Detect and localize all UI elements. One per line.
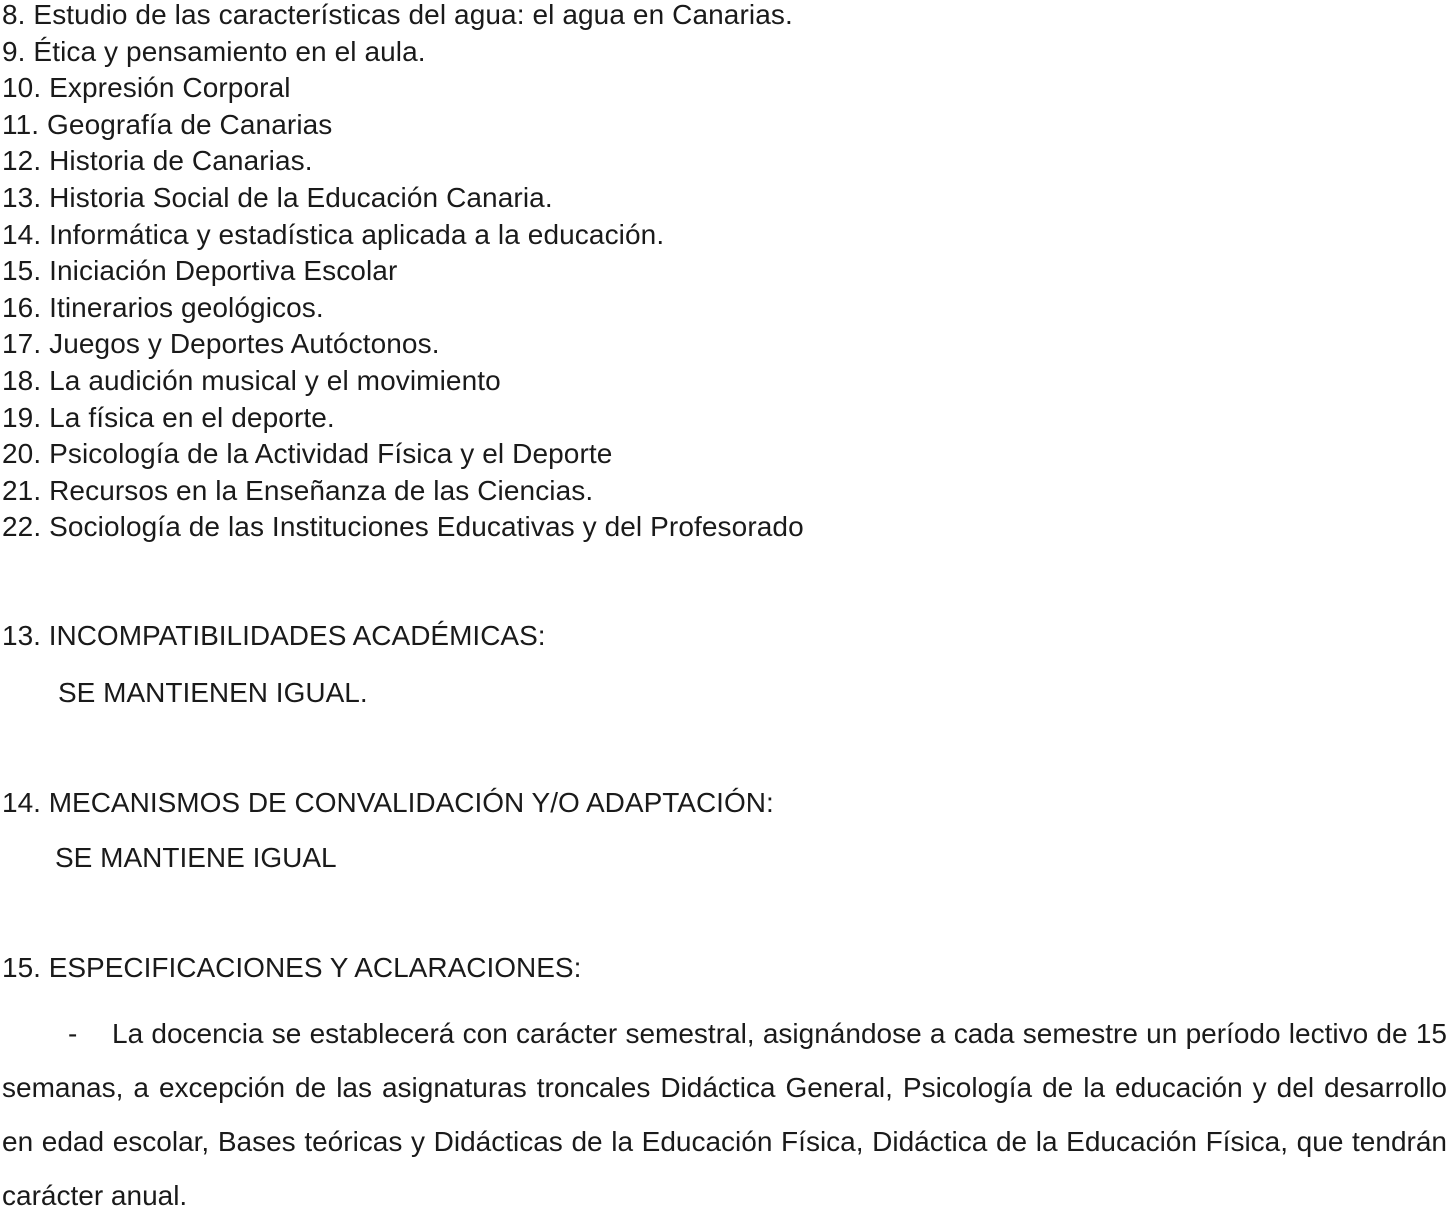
section-body-convalidacion: SE MANTIENE IGUAL — [55, 842, 337, 873]
list-item: 11. Geografía de Canarias — [2, 108, 333, 140]
list-item: 20. Psicología de la Actividad Física y el Deporte — [2, 438, 613, 470]
list-item: 21. Recursos en la Enseñanza de las Ciencias. — [2, 474, 594, 506]
list-item: 13. Historia Social de la Educación Canaria. — [2, 181, 553, 213]
list-item: 14. Informática y estadística aplicada a la educación. — [2, 218, 665, 250]
list-item: 17. Juegos y Deportes Autóctonos. — [2, 328, 440, 360]
list-item: 18. La audición musical y el movimiento — [2, 364, 501, 396]
subject-list — [2, 0, 804, 546]
section-heading-incompatibilidades: 13. INCOMPATIBILIDADES ACADÉMICAS: — [2, 620, 546, 651]
list-item: 16. Itinerarios geológicos. — [2, 291, 324, 323]
specification-paragraph — [2, 1007, 1447, 1223]
list-item: 19. La física en el deporte. — [2, 401, 335, 433]
section-body-incompatibilidades: SE MANTIENEN IGUAL. — [58, 677, 368, 708]
list-item: 9. Ética y pensamiento en el aula. — [2, 35, 426, 67]
list-item: 12. Historia de Canarias. — [2, 145, 313, 177]
list-item: 10. Expresión Corporal — [2, 72, 291, 104]
bullet-dash: - — [68, 1018, 78, 1049]
list-item: 22. Sociología de las Instituciones Educativas y del Profesorado — [2, 511, 804, 543]
list-item: 15. Iniciación Deportiva Escolar — [2, 255, 398, 287]
section-heading-especificaciones: 15. ESPECIFICACIONES Y ACLARACIONES: — [2, 952, 582, 983]
list-item: 8. Estudio de las características del agua: el agua en Canarias. — [2, 0, 793, 30]
specification-text: La docencia se establecerá con carácter semestral, asignándose a cada semestre un período lectivo de 15 semanas, a excepción de las asignaturas troncales Didáctica General, Psicología de la educación y del desarrollo en edad escolar, Bases teóricas y Didácticas de la Educación Física, Didáctica de la Educación Física, que tendrán carácter anual. — [2, 1018, 1447, 1211]
section-heading-convalidacion: 14. MECANISMOS DE CONVALIDACIÓN Y/O ADAPTACIÓN: — [2, 787, 774, 818]
